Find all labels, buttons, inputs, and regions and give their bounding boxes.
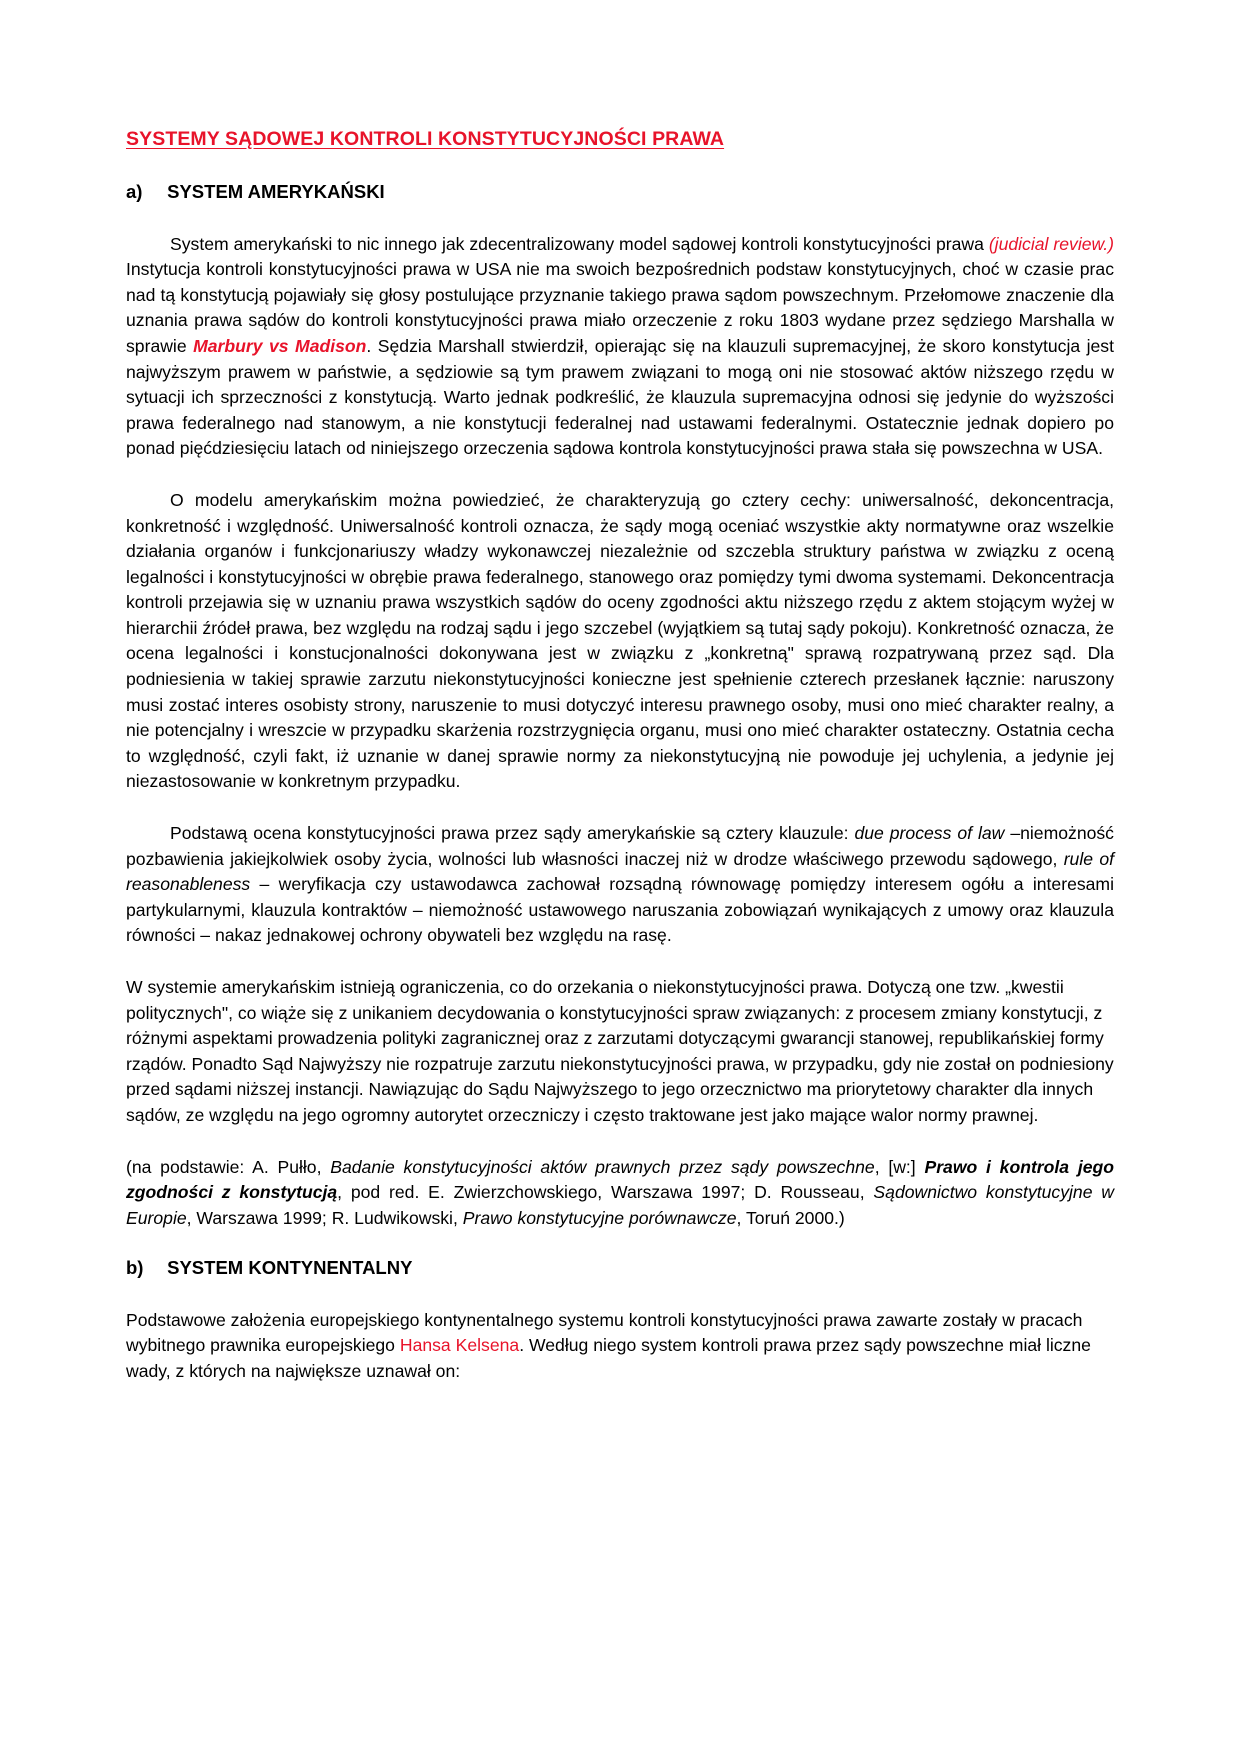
section-heading-a: a) SYSTEM AMERYKAŃSKI — [126, 181, 385, 203]
par1-run3: Instytucja kontroli konstytucyjności prawa w USA nie ma swoich bezpośrednich podstaw konstytucyjnych, choć w czasie prac nad tą konstytucją pojawiały się głosy postulujące przyznanie takiego prawa sądom powszechnym. Przełomowe znaczenie dla uznania prawa sądów do kontroli konstytucyjności prawa miało orzeczenie z roku 1803 wydane przez sędziego Marshalla w sprawie — [126, 259, 1114, 356]
source-run9: , Toruń 2000.) — [736, 1207, 845, 1228]
source-run7: , Warszawa 1999; R. Ludwikowski, — [186, 1207, 463, 1228]
paragraph-bibliography-source — [126, 1155, 1114, 1232]
source-run5: , pod red. E. Zwierzchowskiego, Warszawa 1997; D. Rousseau, — [337, 1182, 874, 1203]
source-title-rousseau: Sądownictwo konstytucyjne w Europie — [126, 1182, 1114, 1228]
paragraph-american-system-intro — [126, 232, 1114, 462]
par6-run1: Podstawowe założenia europejskiego kontynentalnego systemu kontroli konstytucyjności prawa zawarte zostały w pracach wybitnego prawnika europejskiego — [126, 1309, 1083, 1356]
par6-run3: . Według niego system kontroli prawa przez sądy powszechne miał liczne wady, z których na największe uznawał on: — [126, 1335, 1091, 1381]
term-due-process-of-law: due process of law — [854, 823, 1005, 844]
source-title-pullo: Badanie konstytucyjności aktów prawnych przez sądy powszechne — [330, 1156, 875, 1177]
case-marbury-vs-madison: Marbury vs Madison — [193, 335, 367, 356]
paragraph-four-clauses — [126, 821, 1114, 949]
source-title-prawo-i-kontrola: Prawo i kontrola jego zgodności z konstytucją — [126, 1156, 1114, 1203]
par1-run5: . Sędzia Marshall stwierdził, opierając się na klauzuli supremacyjnej, że skoro konstytucja jest najwyższym prawem w państwie, a sędziowie są tym prawem związani to mogą oni nie stosować aktów niższego rzędu w sytuacji ich sprzeczności z konstytucją. Warto jednak podkreślić, że klauzula supremacyjna odnosi się jedynie do wyższości prawa federalnego nad stanowym, a nie konstytucji federalnej nad ustawami federalnymi. Ostatecznie jednak dopiero po ponad pięćdziesięciu latach od niniejszego orzeczenia sądowa kontrola konstytucyjności prawa stała się powszechna w USA. — [126, 335, 1114, 459]
paragraph-limitations: W systemie amerykańskim istnieją ograniczenia, co do orzekania o niekonstytucyjności prawa. Dotyczą one tzw. „kwestii politycznych", co wiąże się z unikaniem decydowania o konstytucyjności spraw związanych: z procesem zmiany konstytucji, z różnymi aspektami prowadzenia polityki zagranicznej oraz z zarzutami dotyczącymi gwarancji stanowej, republikańskiej formy rządów. Ponadto Sąd Najwyższy nie rozpatruje zarzutu niekonstytucyjności prawa, w przypadku, gdy nie został on podniesiony przed sądami niższej instancji. Nawiązując do Sądu Najwyższego to jego orzecznictwo ma priorytetowy charakter dla innych sądów, ze względu na jego ogromny autorytet orzeczniczy i często traktowane jest jako mające walor normy prawnej. — [126, 977, 1114, 1125]
par3-run5: – weryfikacja czy ustawodawca zachował rozsądną równowagę pomiędzy interesem ogółu a interesami partykularnymi, klauzula kontraktów – niemożność ustawowego naruszania zobowiązań wynikających z umowy oraz klauzula równości – nakaz jednakowej ochrony obywateli bez względu na rasę. — [126, 874, 1114, 946]
source-run1: (na podstawie: A. Pułło, — [126, 1156, 331, 1177]
document-title: SYSTEMY SĄDOWEJ KONTROLI KONSTYTUCYJNOŚCI PRAWA — [126, 128, 725, 150]
person-hans-kelsen: Hansa Kelsena — [399, 1335, 520, 1356]
term-rule-of-reasonableness: rule of reasonableness — [126, 848, 1114, 895]
par3-run3: –niemożność pozbawienia jakiejkolwiek osoby życia, wolności lub własności inaczej niż w drodze właściwego przewodu sądowego, — [126, 823, 1114, 869]
par3-run1: Podstawą ocena konstytucyjności prawa przez sądy amerykańskie są cztery klauzule: — [170, 823, 855, 844]
term-judicial-review: (judicial review.) — [988, 233, 1114, 254]
paragraph-american-model-features: O modelu amerykańskim można powiedzieć, że charakteryzują go cztery cechy: uniwersalność, dekoncentracja, konkretność i względność. Uniwersalność kontroli oznacza, że sądy mogą oceniać wszystkie akty normatywne oraz wszelkie działania organów i funkcjonariuszy władzy wykonawczej niezależnie od szczebla struktury państwa w związku z oceną legalności i konstytucyjności w obrębie prawa federalnego, stanowego oraz pomiędzy tymi dwoma systemami. Dekoncentracja kontroli przejawia się w uznaniu prawa wszystkich sądów do oceny zgodności aktu niższego rzędu z aktem stojącym wyżej w hierarchii źródeł prawa, bez względu na rodzaj sądu i jego szczebel (wyjątkiem są tutaj sądy pokoju). Konkretność oznacza, że ocena legalności i konstucjonalności dokonywana jest w związku z „konkretną" sprawą rozpatrywaną przez sąd. Dla podniesienia w takiej sprawie zarzutu niekonstytucyjności konieczne jest spełnienie czterech przesłanek łącznie: naruszony musi zostać interes osobisty strony, naruszenie to musi dotyczyć interesu prawnego osoby, musi ono mieć charakter realny, a nie potencjalny i wreszcie w przypadku skarżenia rozstrzygnięcia organu, musi ono mieć charakter ostateczny. Ostatnia cecha to względność, czyli fakt, iż uznanie w danej sprawie normy za niekonstytucyjną nie powoduje jej uchylenia, a jedynie jej niezastosowanie w konkretnym przypadku. — [126, 489, 1114, 792]
par1-run1: System amerykański to nic innego jak zdecentralizowany model sądowej kontroli konstytucyjności prawa — [170, 233, 989, 254]
source-title-ludwikowski: Prawo konstytucyjne porównawcze — [462, 1207, 737, 1228]
source-run3: , [w:] — [874, 1156, 925, 1177]
section-heading-b: b) SYSTEM KONTYNENTALNY — [126, 1257, 413, 1279]
paragraph-continental-system-intro — [126, 1308, 1114, 1385]
